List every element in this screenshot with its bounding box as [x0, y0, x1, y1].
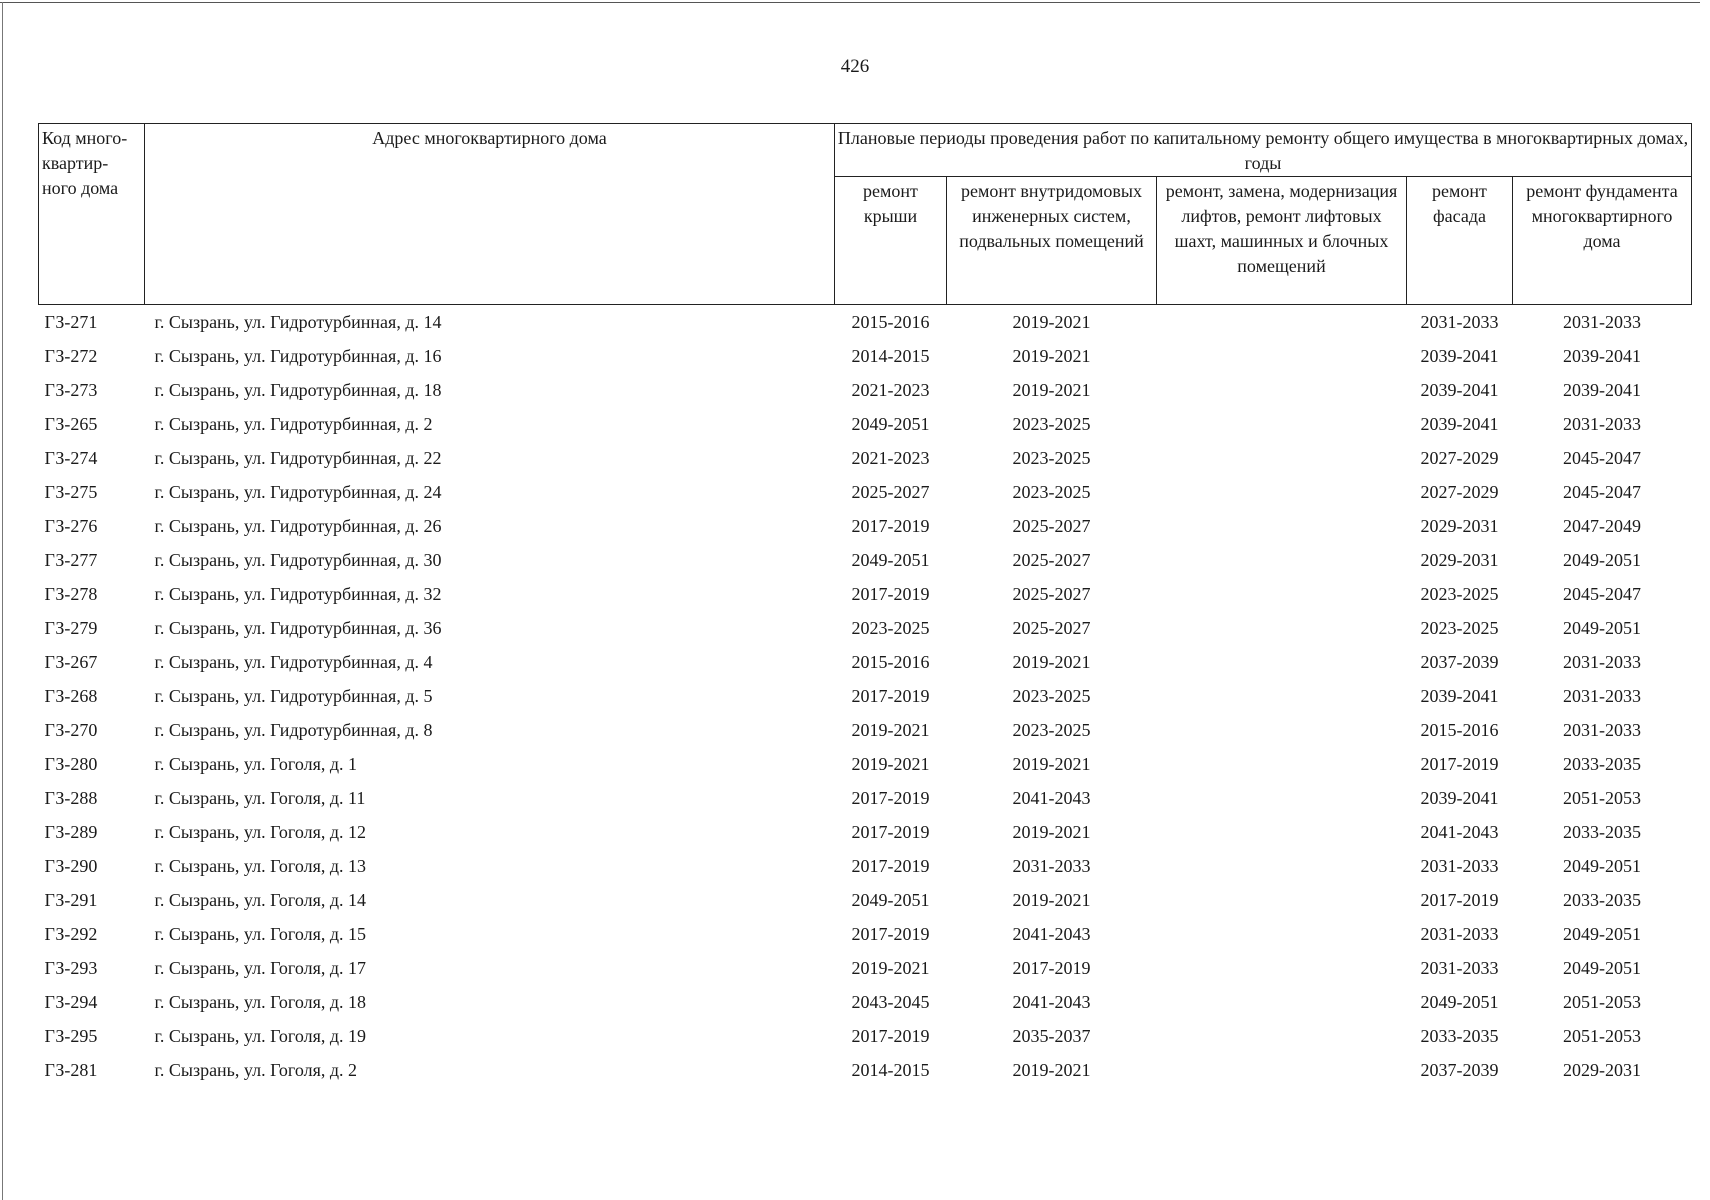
table-row	[39, 1053, 1692, 1087]
cell-engineering: 2019-2021	[1012, 345, 1091, 366]
page-number: 426	[840, 56, 870, 77]
cell-address: г. Сызрань, ул. Гидротурбинная, д. 16	[154, 345, 442, 366]
cell-address: г. Сызрань, ул. Гоголя, д. 14	[154, 889, 367, 910]
table-row	[39, 441, 1692, 475]
cell-facade: 2033-2035	[1420, 1025, 1499, 1046]
cell-code: ГЗ-292	[44, 923, 98, 944]
table-row	[39, 951, 1692, 985]
cell-elevators	[1157, 407, 1407, 441]
cell-elevators	[1157, 1053, 1407, 1087]
cell-engineering: 2019-2021	[1012, 651, 1091, 672]
cell-code: ГЗ-273	[44, 379, 98, 400]
cell-foundation: 2039-2041	[1563, 379, 1641, 400]
cell-elevators	[1157, 1019, 1407, 1053]
cell-code: ГЗ-274	[44, 447, 98, 468]
cell-facade: 2031-2033	[1420, 923, 1499, 944]
cell-facade: 2029-2031	[1420, 549, 1499, 570]
cell-elevators	[1157, 305, 1407, 340]
cell-facade: 2039-2041	[1420, 787, 1499, 808]
cell-code: ГЗ-281	[44, 1059, 98, 1080]
cell-address: г. Сызрань, ул. Гоголя, д. 2	[154, 1059, 358, 1080]
cell-facade: 2031-2033	[1420, 957, 1499, 978]
cell-engineering: 2023-2025	[1012, 447, 1091, 468]
cell-facade: 2039-2041	[1420, 345, 1499, 366]
cell-engineering: 2019-2021	[1012, 821, 1091, 842]
cell-foundation: 2029-2031	[1563, 1059, 1641, 1080]
cell-facade: 2017-2019	[1420, 889, 1499, 910]
cell-roof: 2017-2019	[851, 1025, 930, 1046]
table-row	[39, 475, 1692, 509]
table-row	[39, 407, 1692, 441]
cell-elevators	[1157, 373, 1407, 407]
cell-code: ГЗ-288	[44, 787, 98, 808]
cell-foundation: 2049-2051	[1563, 957, 1641, 978]
cell-roof: 2017-2019	[851, 515, 930, 536]
cell-address: г. Сызрань, ул. Гоголя, д. 19	[154, 1025, 367, 1046]
cell-foundation: 2045-2047	[1563, 447, 1641, 468]
cell-elevators	[1157, 781, 1407, 815]
cell-roof: 2014-2015	[851, 1059, 930, 1080]
cell-engineering: 2023-2025	[1012, 719, 1091, 740]
table-body	[39, 305, 1692, 1088]
cell-engineering: 2041-2043	[1012, 991, 1091, 1012]
cell-foundation: 2039-2041	[1563, 345, 1641, 366]
cell-elevators	[1157, 543, 1407, 577]
cell-engineering: 2019-2021	[1012, 1059, 1091, 1080]
cell-roof: 2014-2015	[851, 345, 930, 366]
cell-foundation: 2045-2047	[1563, 583, 1641, 604]
cell-facade: 2041-2043	[1420, 821, 1499, 842]
cell-foundation: 2049-2051	[1563, 617, 1641, 638]
cell-address: г. Сызрань, ул. Гидротурбинная, д. 2	[154, 413, 433, 434]
cell-foundation: 2033-2035	[1563, 753, 1641, 774]
cell-foundation: 2047-2049	[1563, 515, 1641, 536]
cell-address: г. Сызрань, ул. Гоголя, д. 12	[154, 821, 367, 842]
table-row	[39, 985, 1692, 1019]
cell-roof: 2049-2051	[851, 413, 930, 434]
cell-code: ГЗ-294	[44, 991, 98, 1012]
cell-facade: 2015-2016	[1420, 719, 1499, 740]
cell-elevators	[1157, 815, 1407, 849]
cell-elevators	[1157, 441, 1407, 475]
cell-foundation: 2051-2053	[1563, 787, 1641, 808]
cell-elevators	[1157, 339, 1407, 373]
cell-foundation: 2033-2035	[1563, 821, 1641, 842]
cell-foundation: 2045-2047	[1563, 481, 1641, 502]
cell-elevators	[1157, 679, 1407, 713]
cell-roof: 2021-2023	[851, 447, 930, 468]
cell-elevators	[1157, 475, 1407, 509]
cell-facade: 2031-2033	[1420, 855, 1499, 876]
cell-engineering: 2023-2025	[1012, 413, 1091, 434]
cell-roof: 2017-2019	[851, 583, 930, 604]
table-row	[39, 713, 1692, 747]
cell-facade: 2029-2031	[1420, 515, 1499, 536]
table-row	[39, 305, 1692, 340]
cell-engineering: 2025-2027	[1012, 515, 1091, 536]
cell-engineering: 2035-2037	[1012, 1025, 1091, 1046]
cell-address: г. Сызрань, ул. Гидротурбинная, д. 36	[154, 617, 442, 638]
cell-roof: 2023-2025	[851, 617, 930, 638]
cell-foundation: 2051-2053	[1563, 1025, 1641, 1046]
cell-address: г. Сызрань, ул. Гидротурбинная, д. 24	[154, 481, 442, 502]
cell-code: ГЗ-289	[44, 821, 98, 842]
cell-roof: 2049-2051	[851, 889, 930, 910]
table-row	[39, 849, 1692, 883]
cell-foundation: 2031-2033	[1563, 685, 1641, 706]
cell-elevators	[1157, 611, 1407, 645]
table-row	[39, 679, 1692, 713]
cell-engineering: 2025-2027	[1012, 583, 1091, 604]
cell-roof: 2049-2051	[851, 549, 930, 570]
cell-address: г. Сызрань, ул. Гидротурбинная, д. 8	[154, 719, 433, 740]
table-row	[39, 339, 1692, 373]
cell-roof: 2017-2019	[851, 821, 930, 842]
cell-foundation: 2033-2035	[1563, 889, 1641, 910]
header-address: Адрес многоквартирного дома	[145, 124, 835, 305]
cell-roof: 2025-2027	[851, 481, 930, 502]
cell-foundation: 2051-2053	[1563, 991, 1641, 1012]
cell-address: г. Сызрань, ул. Гидротурбинная, д. 14	[154, 311, 442, 332]
cell-engineering: 2031-2033	[1012, 855, 1091, 876]
cell-facade: 2037-2039	[1420, 1059, 1499, 1080]
cell-facade: 2031-2033	[1420, 311, 1499, 332]
table-header	[39, 124, 1692, 305]
cell-code: ГЗ-280	[44, 753, 98, 774]
table-row	[39, 611, 1692, 645]
cell-address: г. Сызрань, ул. Гидротурбинная, д. 32	[154, 583, 442, 604]
cell-facade: 2039-2041	[1420, 379, 1499, 400]
cell-elevators	[1157, 985, 1407, 1019]
cell-facade: 2023-2025	[1420, 617, 1499, 638]
cell-address: г. Сызрань, ул. Гоголя, д. 18	[154, 991, 367, 1012]
cell-code: ГЗ-291	[44, 889, 98, 910]
cell-elevators	[1157, 951, 1407, 985]
header-foundation: ремонт фундамента многоквартирного дома	[1513, 177, 1692, 305]
table-row	[39, 781, 1692, 815]
cell-foundation: 2031-2033	[1563, 719, 1641, 740]
cell-address: г. Сызрань, ул. Гоголя, д. 13	[154, 855, 367, 876]
cell-facade: 2037-2039	[1420, 651, 1499, 672]
cell-facade: 2049-2051	[1420, 991, 1499, 1012]
table-row	[39, 509, 1692, 543]
cell-roof: 2021-2023	[851, 379, 930, 400]
cell-code: ГЗ-267	[44, 651, 98, 672]
cell-engineering: 2041-2043	[1012, 787, 1091, 808]
cell-elevators	[1157, 917, 1407, 951]
cell-facade: 2017-2019	[1420, 753, 1499, 774]
cell-address: г. Сызрань, ул. Гидротурбинная, д. 26	[154, 515, 442, 536]
cell-address: г. Сызрань, ул. Гидротурбинная, д. 30	[154, 549, 442, 570]
cell-code: ГЗ-272	[44, 345, 98, 366]
cell-code: ГЗ-275	[44, 481, 98, 502]
cell-engineering: 2019-2021	[1012, 753, 1091, 774]
cell-elevators	[1157, 747, 1407, 781]
cell-roof: 2017-2019	[851, 685, 930, 706]
cell-roof: 2017-2019	[851, 787, 930, 808]
cell-code: ГЗ-290	[44, 855, 98, 876]
cell-roof: 2043-2045	[851, 991, 930, 1012]
page-border-top	[0, 2, 1700, 3]
cell-roof: 2019-2021	[851, 957, 930, 978]
cell-engineering: 2023-2025	[1012, 481, 1091, 502]
cell-facade: 2023-2025	[1420, 583, 1499, 604]
cell-roof: 2017-2019	[851, 855, 930, 876]
table-row	[39, 815, 1692, 849]
cell-address: г. Сызрань, ул. Гидротурбинная, д. 4	[154, 651, 433, 672]
cell-elevators	[1157, 509, 1407, 543]
cell-engineering: 2041-2043	[1012, 923, 1091, 944]
cell-foundation: 2049-2051	[1563, 549, 1641, 570]
cell-facade: 2027-2029	[1420, 447, 1499, 468]
table-row	[39, 543, 1692, 577]
table-row	[39, 577, 1692, 611]
cell-roof: 2017-2019	[851, 923, 930, 944]
cell-code: ГЗ-268	[44, 685, 98, 706]
table-row	[39, 645, 1692, 679]
cell-address: г. Сызрань, ул. Гоголя, д. 1	[154, 753, 358, 774]
table-row	[39, 373, 1692, 407]
cell-foundation: 2031-2033	[1563, 413, 1641, 434]
cell-code: ГЗ-293	[44, 957, 98, 978]
cell-code: ГЗ-295	[44, 1025, 98, 1046]
cell-elevators	[1157, 713, 1407, 747]
table-row	[39, 1019, 1692, 1053]
cell-elevators	[1157, 577, 1407, 611]
cell-facade: 2027-2029	[1420, 481, 1499, 502]
cell-address: г. Сызрань, ул. Гоголя, д. 11	[154, 787, 366, 808]
cell-code: ГЗ-278	[44, 583, 98, 604]
cell-engineering: 2019-2021	[1012, 379, 1091, 400]
cell-foundation: 2049-2051	[1563, 923, 1641, 944]
cell-engineering: 2023-2025	[1012, 685, 1091, 706]
cell-roof: 2019-2021	[851, 719, 930, 740]
cell-code: ГЗ-279	[44, 617, 98, 638]
cell-engineering: 2025-2027	[1012, 617, 1091, 638]
cell-engineering: 2017-2019	[1012, 957, 1091, 978]
header-roof: ремонт крыши	[835, 177, 947, 305]
cell-engineering: 2019-2021	[1012, 889, 1091, 910]
cell-address: г. Сызрань, ул. Гоголя, д. 15	[154, 923, 367, 944]
header-engineering: ремонт внутридомовых инженерных систем, подвальных помещений	[947, 177, 1157, 305]
cell-address: г. Сызрань, ул. Гоголя, д. 17	[154, 957, 367, 978]
capital-repair-table	[38, 123, 1692, 1087]
cell-roof: 2015-2016	[851, 651, 930, 672]
cell-foundation: 2049-2051	[1563, 855, 1641, 876]
header-facade: ремонт фасада	[1407, 177, 1513, 305]
cell-roof: 2019-2021	[851, 753, 930, 774]
cell-code: ГЗ-270	[44, 719, 98, 740]
table-row	[39, 883, 1692, 917]
cell-elevators	[1157, 645, 1407, 679]
cell-address: г. Сызрань, ул. Гидротурбинная, д. 5	[154, 685, 433, 706]
cell-foundation: 2031-2033	[1563, 651, 1641, 672]
header-periods: Плановые периоды проведения работ по капитальному ремонту общего имущества в многоквартирных домах, годы	[835, 124, 1692, 177]
cell-roof: 2015-2016	[851, 311, 930, 332]
header-elevators: ремонт, замена, модернизация лифтов, ремонт лифтовых шахт, машинных и блочных помещений	[1157, 177, 1407, 305]
page-border-left	[2, 2, 3, 1200]
cell-code: ГЗ-277	[44, 549, 98, 570]
table-row	[39, 747, 1692, 781]
cell-engineering: 2025-2027	[1012, 549, 1091, 570]
table-row	[39, 917, 1692, 951]
cell-engineering: 2019-2021	[1012, 311, 1091, 332]
cell-facade: 2039-2041	[1420, 685, 1499, 706]
cell-code: ГЗ-271	[44, 311, 98, 332]
cell-code: ГЗ-265	[44, 413, 98, 434]
cell-elevators	[1157, 883, 1407, 917]
cell-facade: 2039-2041	[1420, 413, 1499, 434]
header-code: Код много-квартир-ного дома	[39, 124, 145, 305]
cell-address: г. Сызрань, ул. Гидротурбинная, д. 22	[154, 447, 442, 468]
cell-code: ГЗ-276	[44, 515, 98, 536]
cell-elevators	[1157, 849, 1407, 883]
cell-foundation: 2031-2033	[1563, 311, 1641, 332]
cell-address: г. Сызрань, ул. Гидротурбинная, д. 18	[154, 379, 442, 400]
